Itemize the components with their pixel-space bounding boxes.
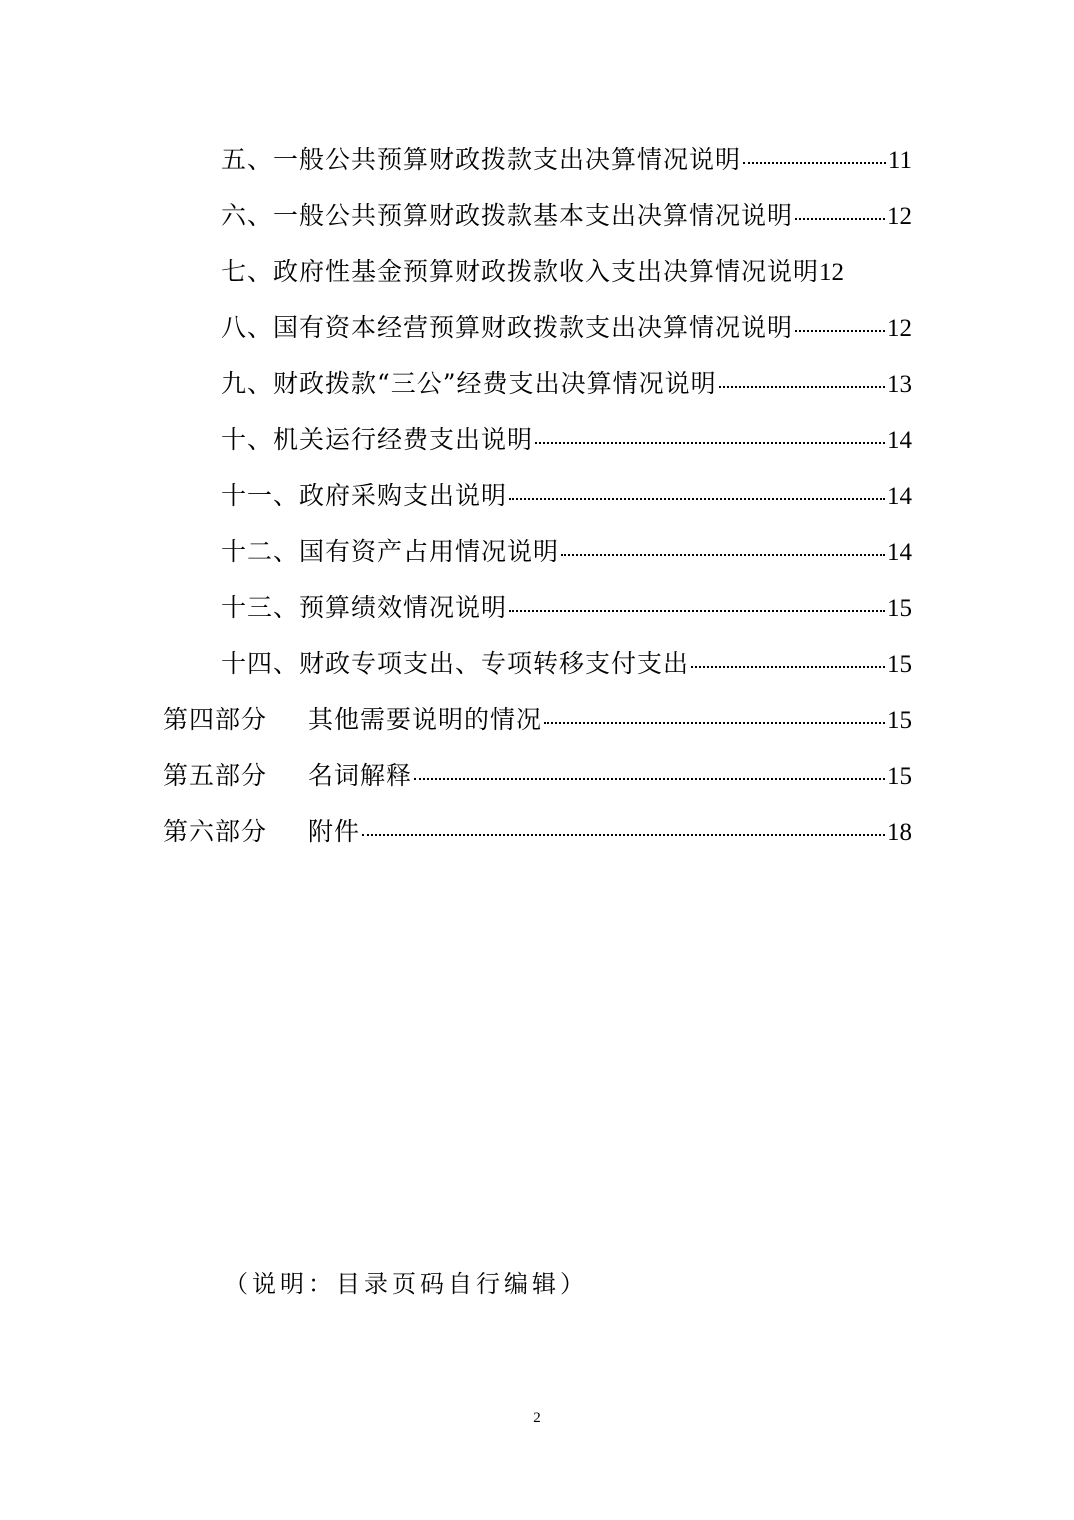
toc-entry-title: 五、一般公共预算财政拨款支出决算情况说明 — [221, 145, 742, 174]
toc-part-title: 其他需要说明的情况 — [308, 705, 543, 734]
toc-entry-10[interactable] — [221, 420, 912, 460]
toc-entry-page: 14 — [887, 539, 912, 566]
toc-entry-title: 八、国有资本经营预算财政拨款支出决算情况说明 — [221, 313, 794, 342]
toc-part-title: 附件 — [308, 817, 361, 846]
toc-leader-dots — [544, 722, 885, 724]
toc-entry-title: 九、财政拨款“三公”经费支出决算情况说明 — [221, 369, 717, 398]
page-number: 2 — [533, 1410, 541, 1426]
toc-entry-14[interactable] — [221, 644, 912, 684]
toc-leader-dots — [414, 778, 885, 780]
toc-leader-dots — [535, 442, 885, 444]
toc-entry-title: 十四、财政专项支出、专项转移支付支出 — [221, 649, 690, 678]
toc-entry-page: 11 — [887, 147, 912, 174]
toc-leader-dots — [795, 330, 885, 332]
toc-entry-12[interactable] — [221, 532, 912, 572]
toc-entry-title: 十、机关运行经费支出说明 — [221, 425, 534, 454]
toc-entry-page: 13 — [887, 371, 912, 398]
toc-entry-9[interactable] — [221, 364, 912, 404]
toc-part-6[interactable] — [163, 812, 912, 852]
toc-entry-page: 15 — [887, 651, 912, 678]
toc-part-label: 第四部分 — [163, 705, 268, 734]
toc-leader-dots — [362, 834, 885, 836]
toc-leader-dots — [691, 666, 885, 668]
toc-entry-5[interactable] — [221, 140, 912, 180]
toc-entry-page: 12 — [887, 203, 912, 230]
toc-entry-title: 十一、政府采购支出说明 — [221, 481, 508, 510]
toc-entry-page: 14 — [887, 483, 912, 510]
toc-entry-title: 六、一般公共预算财政拨款基本支出决算情况说明 — [221, 201, 794, 230]
toc-leader-dots — [719, 386, 885, 388]
toc-part-4[interactable] — [163, 700, 912, 740]
toc-entry-11[interactable] — [221, 476, 912, 516]
toc-leader-dots — [795, 218, 885, 220]
toc-entry-title: 十三、预算绩效情况说明 — [221, 593, 508, 622]
toc-part-label: 第五部分 — [163, 761, 268, 790]
toc-entry-13[interactable] — [221, 588, 912, 628]
toc-entry-8[interactable] — [221, 308, 912, 348]
toc-leader-dots — [743, 162, 886, 164]
toc-leader-dots — [509, 498, 885, 500]
toc-part-page: 18 — [887, 819, 912, 846]
toc-part-label: 第六部分 — [163, 817, 268, 846]
toc-leader-dots — [561, 554, 885, 556]
toc-entry-7[interactable] — [221, 252, 912, 292]
toc-part-page: 15 — [887, 763, 912, 790]
toc-entry-title: 十二、国有资产占用情况说明 — [221, 537, 560, 566]
toc-entry-page: 14 — [887, 427, 912, 454]
toc-entry-title: 七、政府性基金预算财政拨款收入支出决算情况说明 — [221, 257, 820, 286]
toc-entry-page: 15 — [887, 595, 912, 622]
toc-part-5[interactable] — [163, 756, 912, 796]
toc-entry-page: 12 — [887, 315, 912, 342]
toc-entry-6[interactable] — [221, 196, 912, 236]
toc-part-title: 名词解释 — [308, 761, 413, 790]
toc-entry-page: 12 — [819, 259, 845, 286]
toc-leader-dots — [509, 610, 885, 612]
toc-part-page: 15 — [887, 707, 912, 734]
toc-note: （说明：目录页码自行编辑） — [224, 1270, 588, 1298]
